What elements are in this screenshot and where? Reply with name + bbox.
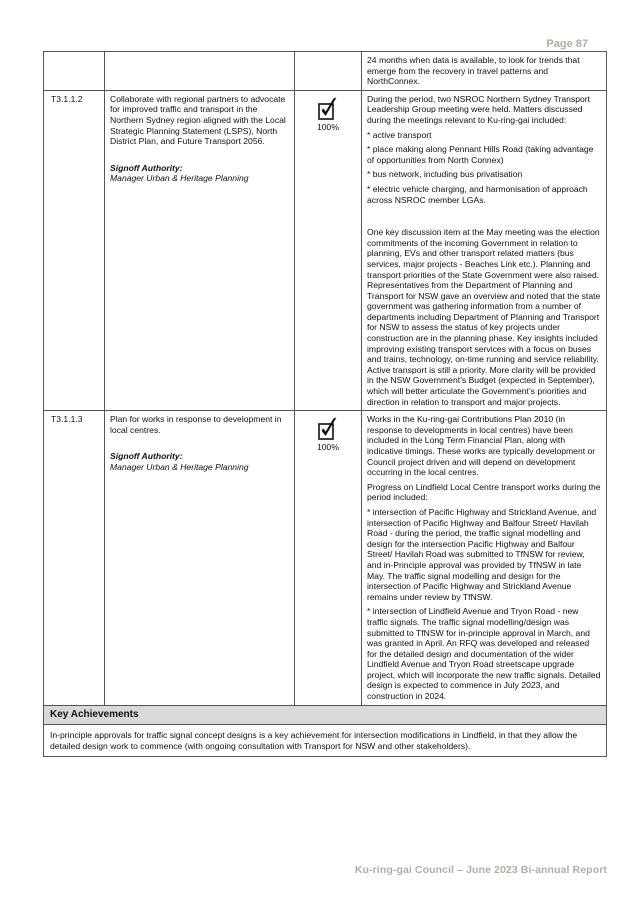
action-table xyxy=(43,51,607,757)
comment-paragraph: Works in the Ku-ring-gai Contributions Plan 2010 (in response to developments in local centres) have been included in the Long Term Financial Plan, along with indicative timings. These works are typically development or Council project driven and will depend on development occurring in the local centres. xyxy=(367,414,596,478)
signoff-value: Manager Urban & Heritage Planning xyxy=(110,173,249,184)
comment-paragraph: One key discussion item at the May meeting was the election commitments of the incoming Government in relation to planning, EVs and other transport related matters (bus services, major projects - Beaches Link etc.). Planning and transport priorities of the State Government were also raised. Representatives from the Department of Planning and Transport for NSW gave an overview and noted that the state government was gathering information from a number of departments including Department of Planning and Transport for NSW to assess the status of key projects under construction are in the planning phase. Key insights included improving existing transport services with a focus on buses and trains, technology, on-time running and service reliability. Active transport is still a priority. More clarity will be provided in the NSW Government’s Budget (expected in September), which will better articulate the Government’s priorities and direction in relation to transport and major projects. xyxy=(367,227,601,407)
action-description: Collaborate with regional partners to advocate for improved traffic and transport in the Northern Sydney region aligned with the Local Strategic Planning Statement (LSPS), North District Plan, and Future Transport 2056. xyxy=(110,93,286,147)
action-code: T3.1.1.2 xyxy=(44,90,105,410)
status-cell xyxy=(295,411,362,705)
action-code: T3.1.1.3 xyxy=(44,411,105,705)
report-footer: Ku-ring-gai Council – June 2023 Bi-annual Report xyxy=(354,864,607,876)
checkmark-icon xyxy=(317,415,339,441)
comment-cell xyxy=(362,90,607,410)
comment-text: 24 months when data is available, to look for trends that emerge from the recovery in travel patterns and NorthConnex. xyxy=(367,55,580,87)
key-achievements-header-row xyxy=(44,705,607,725)
completion-percent: 100% xyxy=(317,442,339,453)
comment-bullet: * active transport xyxy=(367,129,432,140)
status-cell xyxy=(295,90,362,410)
signoff-label: Signoff Authority: xyxy=(110,162,183,173)
comment-bullet: * electric vehicle charging, and harmonisation of approach across NSROC member LGAs. xyxy=(367,183,588,205)
comment-paragraph: Progress on Lindfield Local Centre transport works during the period included: xyxy=(367,481,601,503)
comment-bullet: * bus network, including bus privatisation xyxy=(367,169,523,180)
key-achievements-title: Key Achievements xyxy=(44,705,607,725)
comment-bullet: * place making along Pennant Hills Road (taking advantage of opportunities from North Connex) xyxy=(367,144,594,165)
action-description-cell xyxy=(105,90,295,410)
key-achievements-text: In-principle approvals for traffic signal concept designs is a key achievement for intersection modifications in Lindfield, in that they allow the detailed design work to commence (with ongoing consultation with Transport for NSW and other stakeholders). xyxy=(44,725,607,757)
table-row-continued xyxy=(44,52,607,91)
comment-bullet: * intersection of Pacific Highway and Strickland Avenue, and intersection of Pacific Highway and Balfour Street/ Havilah Road - during the period, the traffic signal modelling and design for the intersection Pacific Highway and Balfour Street/ Havilah Road was submitted to TfNSW for review, and in-Principle approval was provided by TfNSW in late May. The traffic signal modelling and design for the intersection of Pacific Highway and Strickland Avenue remains under review by TfNSW. xyxy=(367,506,597,602)
comment-paragraph: During the period, two NSROC Northern Sydney Transport Leadership Group meeting were held. Matters discussed during the meetings relevant to Ku-ring-gai included: xyxy=(367,93,591,125)
page-number: Page 87 xyxy=(546,38,588,50)
table-row xyxy=(44,411,607,705)
completion-percent: 100% xyxy=(317,121,339,132)
comment-cell xyxy=(362,52,607,91)
key-achievements-body-row xyxy=(44,725,607,757)
action-description-cell xyxy=(105,411,295,705)
signoff-value: Manager Urban & Heritage Planning xyxy=(110,462,249,472)
action-description: Plan for works in response to development in local centres. xyxy=(110,414,282,435)
signoff-label: Signoff Authority: xyxy=(110,451,183,462)
table-row xyxy=(44,90,607,410)
comment-bullet: * intersection of Lindfield Avenue and Tryon Road - new traffic signals. The traffic signal modelling/design was submitted to TfNSW for in-principle approval in March, and was granted in April. An RFQ was developed and released for the detailed design and documentation of the wider Lindfield Avenue and Tryon Road streetscape upgrade project, which will incorporate the new traffic signals. Detailed design is expected to commence in July 2023, and construction in 2024. xyxy=(367,606,601,702)
checkmark-icon xyxy=(317,95,339,121)
comment-cell xyxy=(362,411,607,705)
